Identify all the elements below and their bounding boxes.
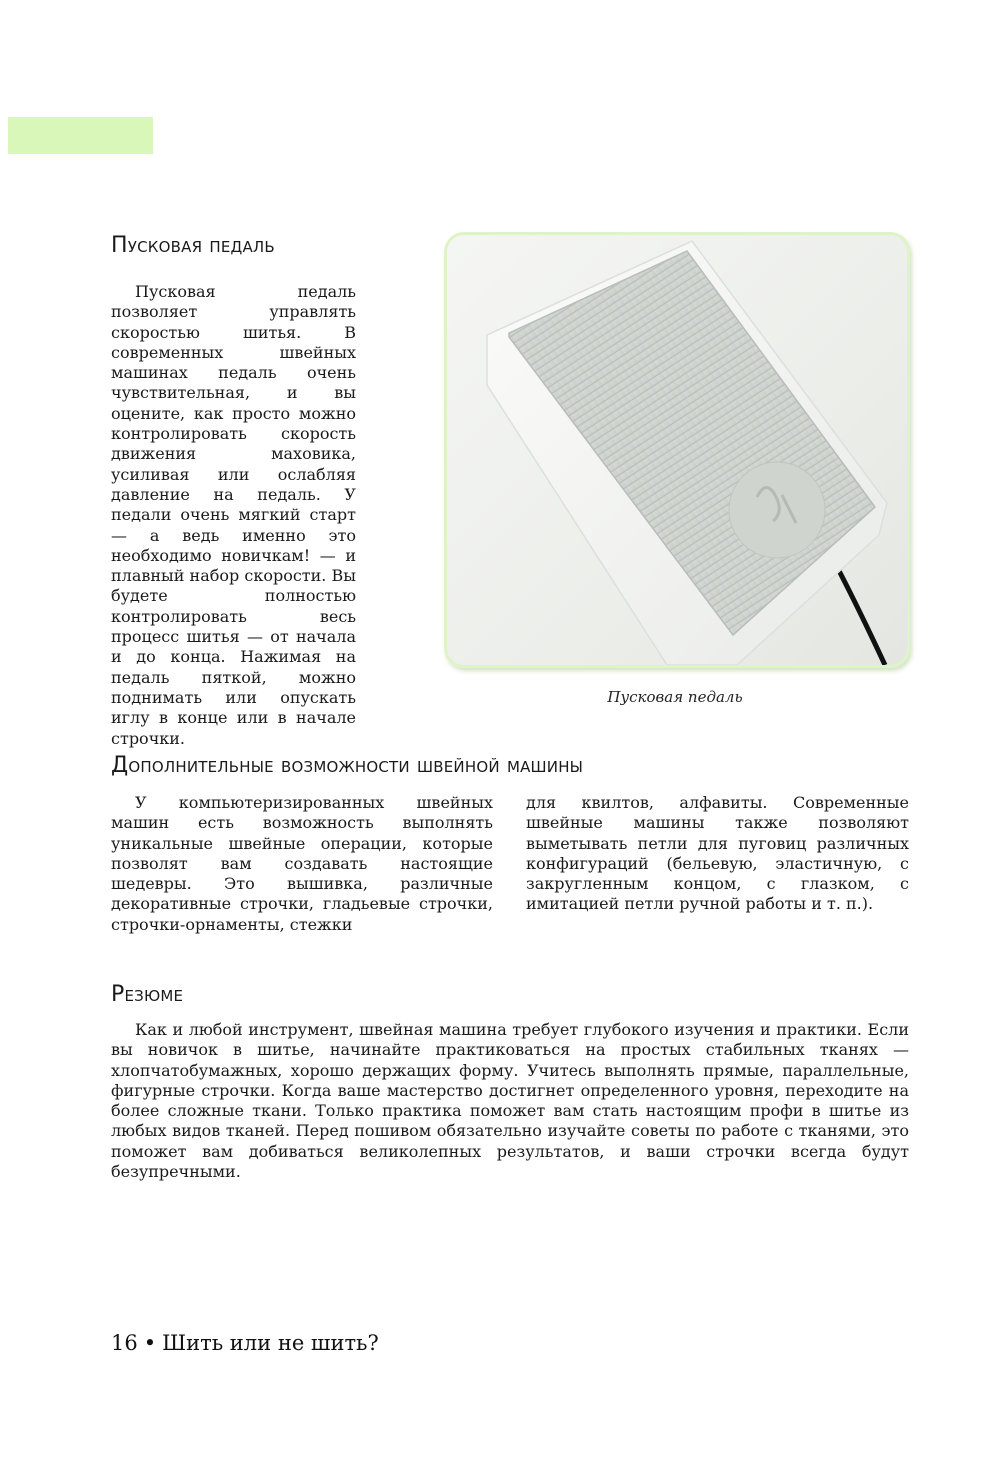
page-accent-bar [8, 117, 153, 154]
extra-features-column-1: У компьютеризированных швейных машин есть возможность выполнять уникальные швейные операции, которые позволят вам создавать настоящие шедевры. Это вышивка, различные декоративные строчки, гладьевые строчки, строчки-орнаменты, стежки [111, 793, 493, 934]
figure-caption: Пусковая педаль [607, 688, 743, 706]
section-heading-extra-features: Дополнительные возможности швейной машины [111, 753, 584, 778]
pedal-cable [835, 563, 885, 665]
summary-paragraph: Как и любой инструмент, швейная машина требует глубокого изучения и практики. Если вы новичок в шитье, начинайте практиковаться на простых стабильных тканях — хлопчатобумажных, хорошо держащих форму. Учитесь выполнять прямые, параллельные, фигурные строчки. Когда ваше мастерство достигнет определенного уровня, переходите на более сложные ткани. Только практика поможет вам стать настоящим профи в шитье из любых видов тканей. Перед пошивом обязательно изучайте советы по работе с тканями, это поможет вам добиваться великолепных результатов, и ваши строчки всегда будут безупречными. [111, 1020, 909, 1182]
pedal-logo-icon [729, 462, 825, 558]
foot-pedal-illustration [447, 235, 907, 665]
section-heading-foot-pedal: Пусковая педаль [111, 233, 275, 258]
foot-pedal-paragraph: Пусковая педаль позволяет управлять скоростью шитья. В современных швейных машинах педаль очень чувствительная, и вы оцените, как просто можно контролировать скорость движения маховика, усиливая или ослабляя давление на педаль. У педали очень мягкий старт — а ведь именно это необходимо новичкам! — и плавный набор скорости. Вы будете полностью контролировать весь процесс шитья — от начала и до конца. Нажимая на педаль пяткой, можно поднимать или опускать иглу в конце или в начале строчки. [111, 282, 356, 748]
section-heading-summary: Резюме [111, 982, 184, 1007]
page-number: 16 [111, 1331, 138, 1355]
chapter-title: Шить или не шить? [162, 1331, 379, 1355]
foot-pedal-photo [444, 232, 910, 668]
page-footer [111, 1331, 379, 1355]
footer-separator: • [143, 1331, 157, 1355]
extra-features-column-2: для квилтов, алфавиты. Современные швейные машины также позволяют выметывать петли для пуговиц различных конфигураций (бельевую, эластичную, с закругленным концом, с глазком, с имитацией петли ручной работы и т. п.). [526, 793, 909, 914]
